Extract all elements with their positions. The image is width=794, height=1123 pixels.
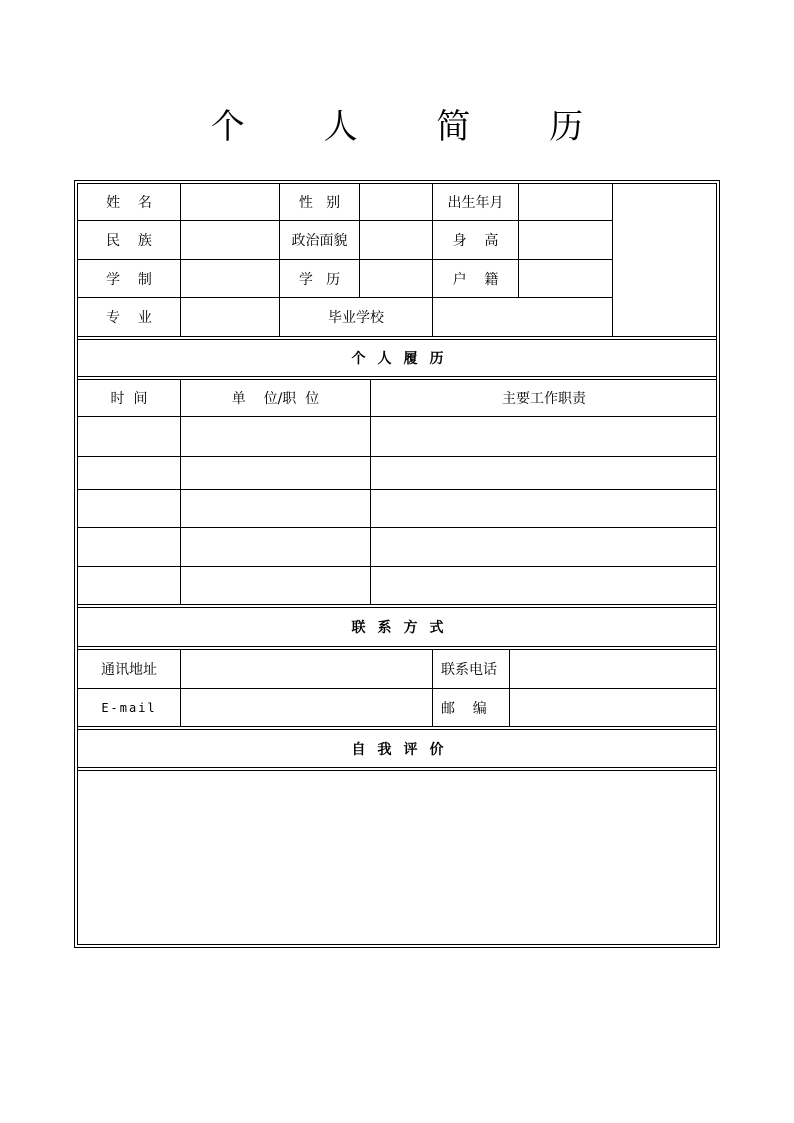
education-field[interactable] [360,260,432,297]
hukou-label: 户 籍 [452,271,499,288]
self-evaluation-area[interactable] [78,771,717,944]
school-label: 毕业学校 [328,310,384,326]
postcode-label: 邮 编 [441,700,487,717]
unit-column-header: 单 位/职 位 [231,391,320,407]
section-divider [77,646,717,647]
table-row[interactable] [78,417,717,456]
time-column-header: 时 间 [110,391,148,407]
email-field[interactable] [181,689,432,726]
gender-label: 性 别 [298,195,341,211]
birth-label: 出生年月 [447,195,504,211]
major-field[interactable] [181,298,279,336]
address-label: 通讯地址 [101,662,157,678]
height-field[interactable] [519,221,612,259]
table-row[interactable] [78,490,717,527]
politics-label: 政治面貌 [291,233,348,249]
schooling-field[interactable] [181,260,279,297]
section-divider [77,376,717,377]
resume-heading: 个人履历 [351,351,456,367]
phone-label: 联系电话 [441,662,497,678]
email-label: E-mail [101,700,157,715]
birth-field[interactable] [519,184,612,220]
name-field[interactable] [181,184,279,220]
document-title: 个 人 简 历 [210,107,618,147]
address-field[interactable] [181,650,432,688]
name-label: 姓 名 [106,195,152,211]
table-row[interactable] [78,528,717,566]
table-row[interactable] [78,457,717,489]
education-label: 学 历 [298,271,341,288]
self-evaluation-heading: 自我评价 [351,741,456,758]
section-divider [77,726,717,727]
ethnicity-field[interactable] [181,221,279,259]
photo-area[interactable] [613,184,717,336]
postcode-field[interactable] [510,689,717,726]
duty-column-header: 主要工作职责 [502,391,586,407]
section-divider [77,604,717,605]
section-divider [77,767,717,768]
hukou-field[interactable] [519,260,612,297]
schooling-label: 学 制 [106,271,152,288]
contact-heading: 联系方式 [351,620,456,636]
ethnicity-label: 民 族 [106,233,152,249]
gender-field[interactable] [360,184,432,220]
height-label: 身 高 [452,233,499,249]
table-row[interactable] [78,567,717,604]
phone-field[interactable] [510,650,717,688]
politics-field[interactable] [360,221,432,259]
major-label: 专 业 [106,310,152,326]
school-field[interactable] [433,298,612,336]
section-divider [77,336,717,337]
